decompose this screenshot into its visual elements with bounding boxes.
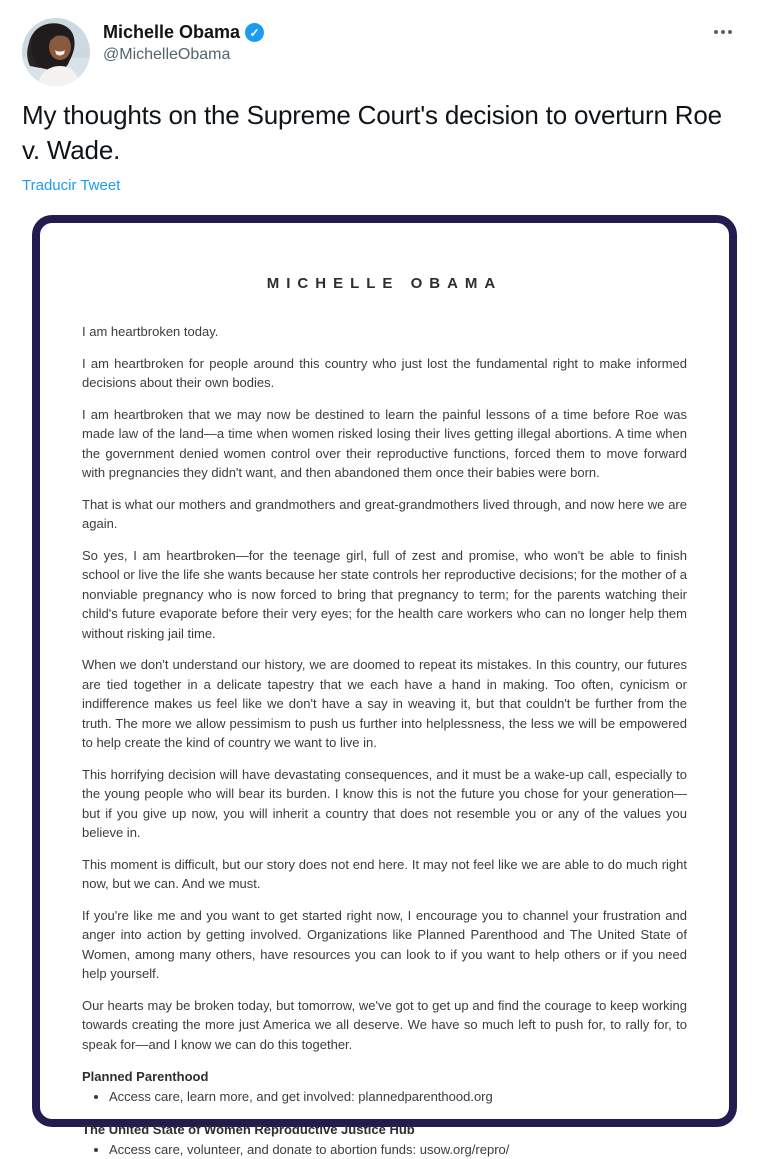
verified-icon: ✓ [245,23,264,42]
translate-tweet-link[interactable]: Traducir Tweet [22,177,120,194]
letter-paragraph: Our hearts may be broken today, but tomorrow, we've got to get up and find the courage to keep working towards creating the more just America we all deserve. We have so much left to push for, to rally for, to speak for—and I know we can do this together. [82,996,687,1055]
letter-paragraph: When we don't understand our history, we are doomed to repeat its mistakes. In this country, our futures are tied together in a delicate tapestry that we each have a hand in making. Too often, cynicism or indifference makes us feel like we don't have a say in weaving it, but that couldn't be further from the truth. The more we allow pessimism to push us further into helplessness, the less we will be empowered to help create the kind of country we want to live in. [82,655,687,753]
more-icon[interactable] [710,26,736,38]
resource-bullet: • Access care, volunteer, and donate to abortion funds: usow.org/repro/ [109,1140,687,1159]
resource-bullet: • Access care, learn more, and get involved: plannedparenthood.org [109,1087,687,1107]
author-name[interactable]: Michelle Obama [103,22,240,43]
letter-paragraph: If you're like me and you want to get started right now, I encourage you to channel your frustration and anger into action by getting involved. Organizations like Planned Parenthood and The United State of Women, among many others, have resources you can look to if you want to help others or if you need help yourself. [82,906,687,984]
letter-paragraph: So yes, I am heartbroken—for the teenage girl, full of zest and promise, who won't be able to finish school or live the life she wants because her state controls her reproductive decisions; for the mother of a nonviable pregnancy who is now forced to bring that pregnancy to term; for the parents watching their child's future evaporate before their very eyes; for the health care workers who can no longer help them without risking jail time. [82,546,687,644]
letter-paragraph: I am heartbroken that we may now be destined to learn the painful lessons of a time before Roe was made law of the land—a time when women risked losing their lives getting illegal abortions. A time when the government denied women control over their reproductive functions, forced them to move forward with pregnancies they didn't want, and then abandoned them once their babies were born. [82,405,687,483]
avatar[interactable] [22,18,90,86]
letter-paragraph: I am heartbroken today. [82,322,687,342]
letter-paragraph: That is what our mothers and grandmothers and great-grandmothers lived through, and now here we are again. [82,495,687,534]
author-handle: @MichelleObama [103,46,264,64]
letter-title: MICHELLE OBAMA [82,275,687,292]
tweet-text: My thoughts on the Supreme Court's decision to overturn Roe v. Wade. [22,98,744,168]
author-block [103,18,264,64]
letter-paragraph: This moment is difficult, but our story does not end here. It may not feel like we are able to do much right now, but we can. And we must. [82,855,687,894]
resource-planned-parenthood [82,1067,687,1107]
tweet-header [0,0,768,86]
resource-heading: Planned Parenthood [82,1067,687,1086]
letter-body [82,322,687,1159]
letter-image[interactable] [32,215,737,1127]
resource-usow [82,1120,687,1159]
resource-heading: The United State of Women Reproductive Justice Hub [82,1120,687,1139]
avatar-photo [22,18,90,86]
letter-paragraph: This horrifying decision will have devastating consequences, and it must be a wake-up call, especially to the young people who will bear its burden. I know this is not the future you chose for your generation—but if you give up now, you will inherit a country that does not resemble you or any of the values you believe in. [82,765,687,843]
letter-paragraph: I am heartbroken for people around this country who just lost the fundamental right to make informed decisions about their own bodies. [82,354,687,393]
